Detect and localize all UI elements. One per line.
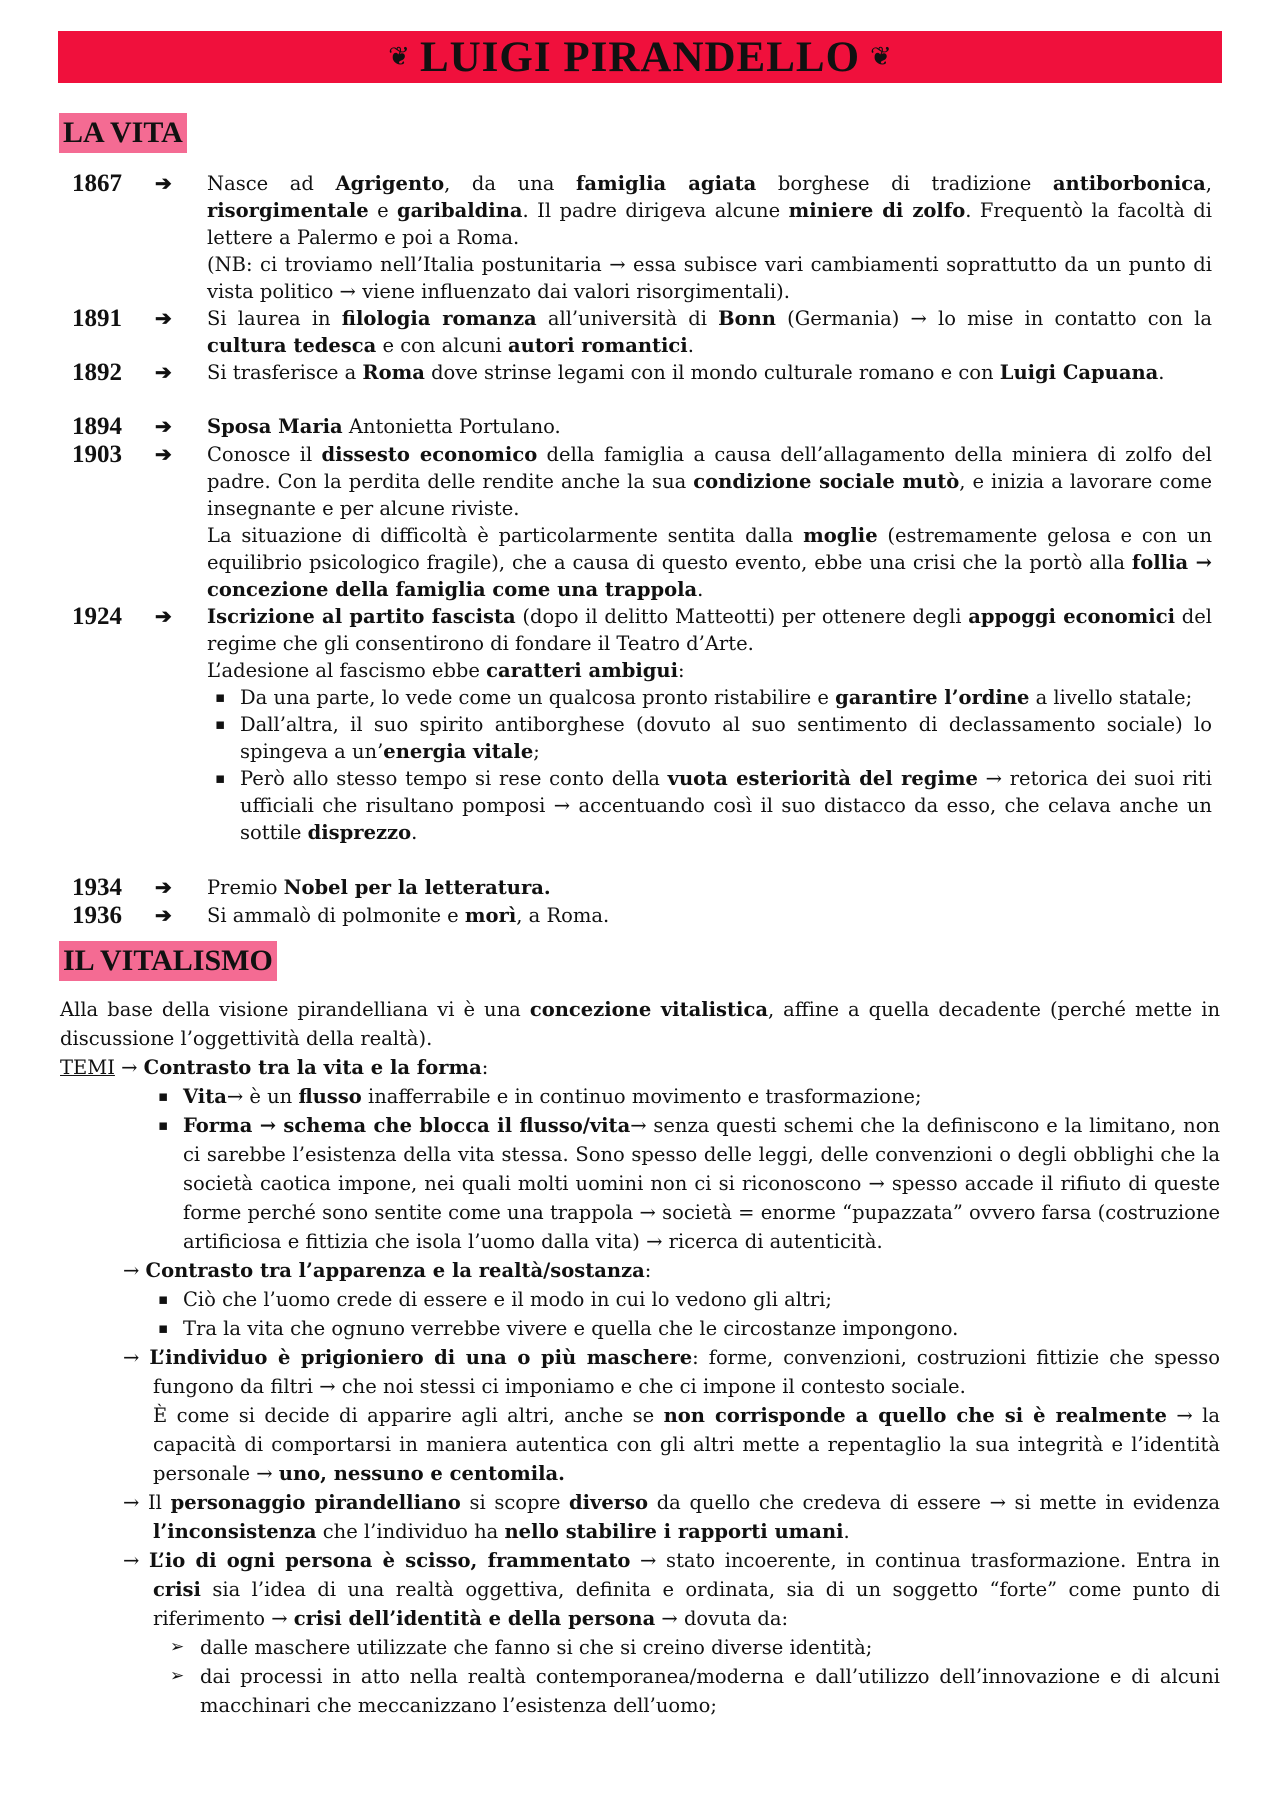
list-item: ▪ Tra la vita che ognuno verrebbe vivere e quella che le circostanze impongono. xyxy=(183,1314,1220,1343)
timeline-entry-1934: Premio Nobel per la letteratura. xyxy=(207,876,551,899)
note-paragraph: (NB: ci troviamo nell’Italia postunitaria → essa subisce vari cambiamenti soprattutto da un punto di vista politico → viene influenzato dai valori risorgimentali). xyxy=(207,253,1212,303)
maschere-paragraph: → L’individuo è prigioniero di una o più maschere: forme, convenzioni, costruzioni fittizie che spesso fungono da filtri → che noi stessi ci imponiamo e che ci impone il contesto sociale. xyxy=(123,1346,1220,1398)
list-item: ▪ Forma → schema che blocca il flusso/vita→ senza questi schemi che la definiscono e la limitano, non ci sarebbe l’esistenza della vita stessa. Sono spesso delle leggi, delle convenzioni o degli obblighi che la società caotica impone, nei quali molti uomini non ci si riconoscono → spesso accade il rifiuto di queste forme perché sono sentite come una trappola → società = enorme “pupazzata” ovvero farsa (costruzione artificiosa e fittizia che isola l’uomo dalla vita) → ricerca di autenticità. xyxy=(183,1111,1220,1256)
vita-forma-list xyxy=(60,1082,1220,1256)
year-label: 1891 xyxy=(72,305,122,332)
arrow-icon: ➔ xyxy=(155,414,172,438)
list-item: ▪ Ciò che l’uomo crede di essere e il modo in cui lo vedono gli altri; xyxy=(183,1285,1220,1314)
year-label: 1867 xyxy=(72,170,122,197)
arrow-icon: ➔ xyxy=(155,360,172,384)
section-heading-vita: LA VITA xyxy=(59,113,187,153)
vitalismo-body xyxy=(60,995,1220,1720)
arrow-icon: ➔ xyxy=(155,306,172,330)
intro-paragraph: Alla base della visione pirandelliana vi è una concezione vitalistica, affine a quella decadente (perché mette in discussione l’oggettività della realtà). xyxy=(60,998,1221,1050)
timeline-entry-1892: Si trasferisce a Roma dove strinse legami con il mondo culturale romano e con Luigi Capuana. xyxy=(207,361,1165,384)
timeline-entry-1936: Si ammalò di polmonite e morì, a Roma. xyxy=(207,904,610,927)
year-label: 1934 xyxy=(72,874,122,901)
maschere-continuation: È come si decide di apparire agli altri, anche se non corrisponde a quello che si è realmente → la capacità di comportarsi in maniera autentica con gli altri mette a repentaglio la sua integrità e l’identità personale → uno, nessuno e centomila. xyxy=(153,1404,1220,1485)
timeline-entry-1924: Iscrizione al partito fascista (dopo il delitto Matteotti) per ottenere degli appoggi economici del regime che gli consentirono di fondare il Teatro d’Arte. L’adesione al fascismo ebbe caratteri ambigui: ▪ Da una parte, lo vede come un qualcosa pronto ristabilire e garantire l’ordine a livello statale; ▪ Dall’altra, il suo spirito antiborghese (dovuto al suo sentimento di declassamento sociale) lo spingeva a un’energia vitale; ▪ Però allo stesso tempo si rese conto della vuota esteriorità del regime → retorica dei suoi riti ufficiali che risultano pomposi → accentuando così il suo distacco da esso, che celava anche un sottile disprezzo. xyxy=(207,603,1212,846)
year-label: 1903 xyxy=(72,441,122,468)
section-heading-vitalismo: IL VITALISMO xyxy=(59,941,277,981)
arrow-icon: ➔ xyxy=(155,604,172,628)
temi-line: TEMI → Contrasto tra la vita e la forma: xyxy=(60,1056,489,1079)
year-label: 1924 xyxy=(72,603,122,630)
timeline-entry-1867: Nasce ad Agrigento, da una famiglia agiata borghese di tradizione antiborbonica, risorgimentale e garibaldina. Il padre dirigeva alcune miniere di zolfo. Frequentò la facoltà di lettere a Palermo e poi a Roma. (NB: ci troviamo nell’Italia postunitaria → essa subisce vari cambiamenti soprattutto da un punto di vista politico → viene influenzato dai valori risorgimentali). xyxy=(207,172,1212,303)
arrow-icon: ➔ xyxy=(155,171,172,195)
timeline-entry-1903: Conosce il dissesto economico della famiglia a causa dell’allagamento della miniera di zolfo del padre. Con la perdita delle rendite anche la sua condizione sociale mutò, e inizia a lavorare come insegnante e per alcune riviste. La situazione di difficoltà è particolarmente sentita dalla moglie (estremamente gelosa e con un equilibrio psicologico fragile), che a causa di questo evento, ebbe una crisi che la portò alla follia → concezione della famiglia come una trappola. xyxy=(207,443,1213,601)
crisi-causes-list xyxy=(60,1633,1220,1720)
page-title: LUIGI PIRANDELLO xyxy=(419,33,861,81)
year-label: 1894 xyxy=(72,413,122,440)
list-item: ➢ dalle maschere utilizzate che fanno si che si creino diverse identità; xyxy=(200,1633,1220,1662)
list-item: ▪ Però allo stesso tempo si rese conto della vuota esteriorità del regime → retorica dei suoi riti ufficiali che risultano pomposi → accentuando così il suo distacco da esso, che celava anche un sottile disprezzo. xyxy=(207,765,1212,846)
apparenza-heading: → Contrasto tra l’apparenza e la realtà/sostanza: xyxy=(123,1259,652,1282)
arrow-icon: ➔ xyxy=(155,442,172,466)
arrow-icon: ➔ xyxy=(155,903,172,927)
fascism-aspects-list xyxy=(207,684,1212,846)
list-item: ▪ Dall’altra, il suo spirito antiborghese (dovuto al suo sentimento di declassamento sociale) lo spingeva a un’energia vitale; xyxy=(207,711,1212,765)
left-ornament-icon: ❦ xyxy=(388,42,410,72)
apparenza-list xyxy=(60,1285,1220,1343)
list-item: ▪ Da una parte, lo vede come un qualcosa pronto ristabilire e garantire l’ordine a livello statale; xyxy=(207,684,1212,711)
year-label: 1936 xyxy=(72,902,122,929)
year-label: 1892 xyxy=(72,359,122,386)
arrow-icon: ➔ xyxy=(155,875,172,899)
list-item: ➢ dai processi in atto nella realtà contemporanea/moderna e dall’utilizzo dell’innovazione e di alcuni macchinari che meccanizzano l’esistenza dell’uomo; xyxy=(200,1662,1220,1720)
personaggio-paragraph: → Il personaggio pirandelliano si scopre diverso da quello che credeva di essere → si mette in evidenza l’inconsistenza che l’individuo ha nello stabilire i rapporti umani. xyxy=(123,1491,1221,1543)
timeline-entry-1894: Sposa Maria Antonietta Portulano. xyxy=(207,415,561,438)
io-scisso-paragraph: → L’io di ogni persona è scisso, frammentato → stato incoerente, in continua trasformazione. Entra in crisi sia l’idea di una realtà oggettiva, definita e ordinata, sia di un soggetto “forte” come punto di riferimento → crisi dell’identità e della persona → dovuta da: xyxy=(123,1549,1221,1630)
right-ornament-icon: ❦ xyxy=(870,42,892,72)
list-item: ▪ Vita→ è un flusso inafferrabile e in continuo movimento e trasformazione; xyxy=(183,1082,1220,1111)
timeline-entry-1891: Si laurea in filologia romanza all’università di Bonn (Germania) → lo mise in contatto con la cultura tedesca e con alcuni autori romantici. xyxy=(207,307,1212,357)
title-banner xyxy=(58,31,1222,83)
